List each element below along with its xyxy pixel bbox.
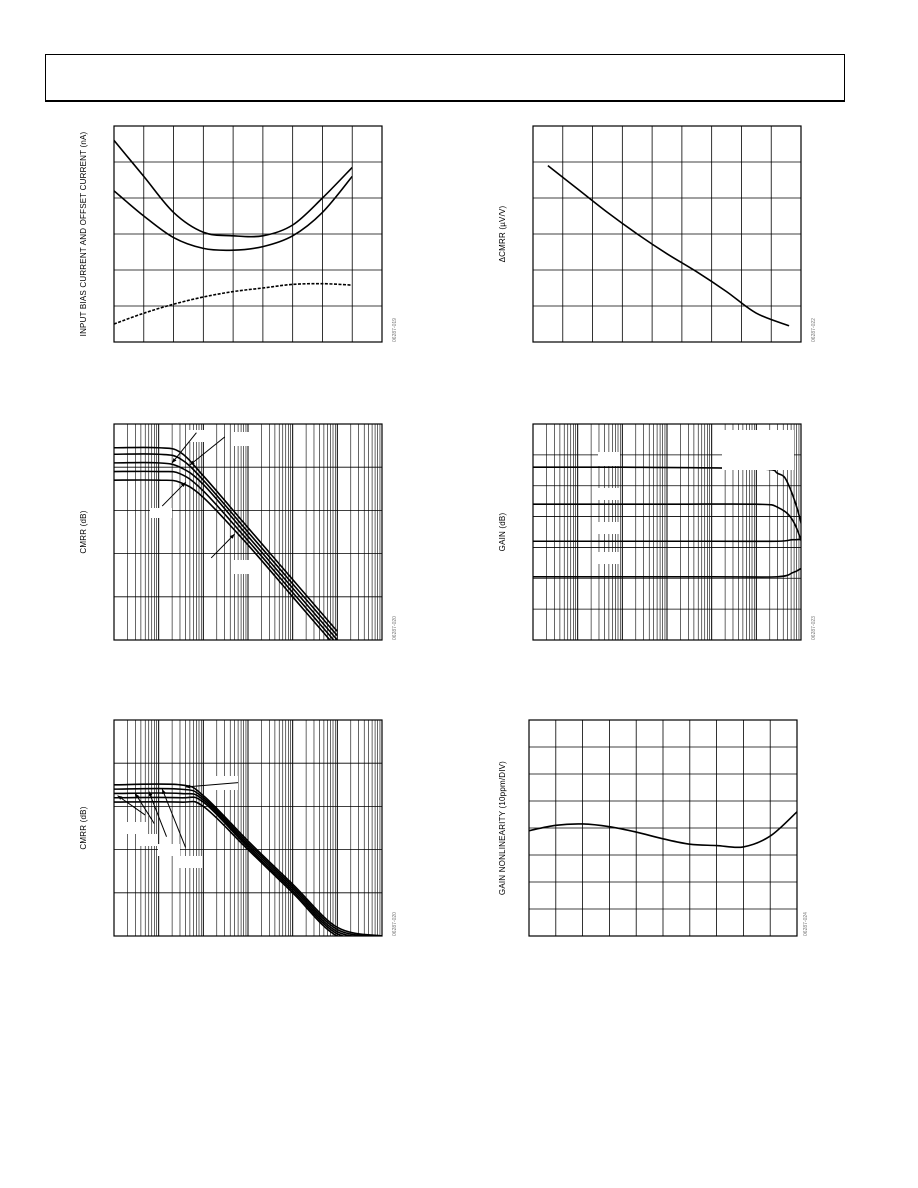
chart5-y-axis-label: CMRR (dB) — [79, 806, 88, 850]
chart2-series-1-line — [548, 166, 789, 326]
chart1-group — [79, 126, 398, 342]
chart3-series-3-line — [114, 463, 337, 640]
chart5-figure-id: 06287-020 — [392, 912, 398, 936]
chart3-figure-id: 06287-020 — [392, 616, 398, 640]
chart5-label-mask — [126, 822, 146, 834]
chart3-label-mask — [234, 560, 258, 574]
chart6-group — [498, 720, 809, 936]
chart1-y-axis-label: INPUT BIAS CURRENT AND OFFSET CURRENT (nA) — [79, 131, 88, 337]
chart3-annotation-arrow — [211, 534, 234, 558]
chart4-label-mask — [598, 552, 620, 564]
chart3-series-1-line — [114, 447, 337, 631]
chart4-group — [498, 424, 822, 640]
chart2-group — [498, 126, 817, 342]
chart4-label-mask — [598, 452, 620, 466]
chart2-figure-id: 06287-022 — [811, 318, 817, 342]
chart5-label-mask — [138, 834, 158, 846]
chart1-figure-id: 06287-019 — [392, 318, 398, 342]
chart4-y-axis-label: GAIN (dB) — [498, 512, 507, 552]
chart4-label-mask — [598, 522, 620, 534]
chart6-y-axis-label: GAIN NONLINEARITY (10ppm/DIV) — [498, 760, 507, 896]
chart5-label-mask — [158, 844, 180, 856]
chart3-series-2-line — [114, 454, 337, 636]
chart5-label-mask — [178, 856, 202, 868]
chart4-series-3-line — [533, 539, 822, 640]
chart3-annotation-arrow — [162, 482, 185, 506]
chart4-series-2-line — [533, 504, 822, 640]
chart3-group — [79, 424, 398, 649]
chart3-annotation-arrow — [172, 433, 196, 463]
chart3-label-mask — [186, 430, 204, 442]
chart3-y-axis-label: CMRR (dB) — [79, 510, 88, 554]
chart3-label-mask — [232, 432, 260, 446]
chart5-group — [79, 720, 398, 939]
chart3-series-4-line — [114, 471, 337, 644]
chart6-figure-id: 06287-024 — [803, 912, 809, 936]
chart4-series-1-line — [533, 467, 822, 640]
chart3-label-mask — [150, 508, 172, 518]
chart4-label-mask — [598, 488, 620, 500]
chart4-figure-id: 06287-023 — [811, 616, 817, 640]
chart2-y-axis-label: ΔCMRR (µV/V) — [498, 205, 507, 263]
chart4-label-mask — [722, 430, 794, 470]
